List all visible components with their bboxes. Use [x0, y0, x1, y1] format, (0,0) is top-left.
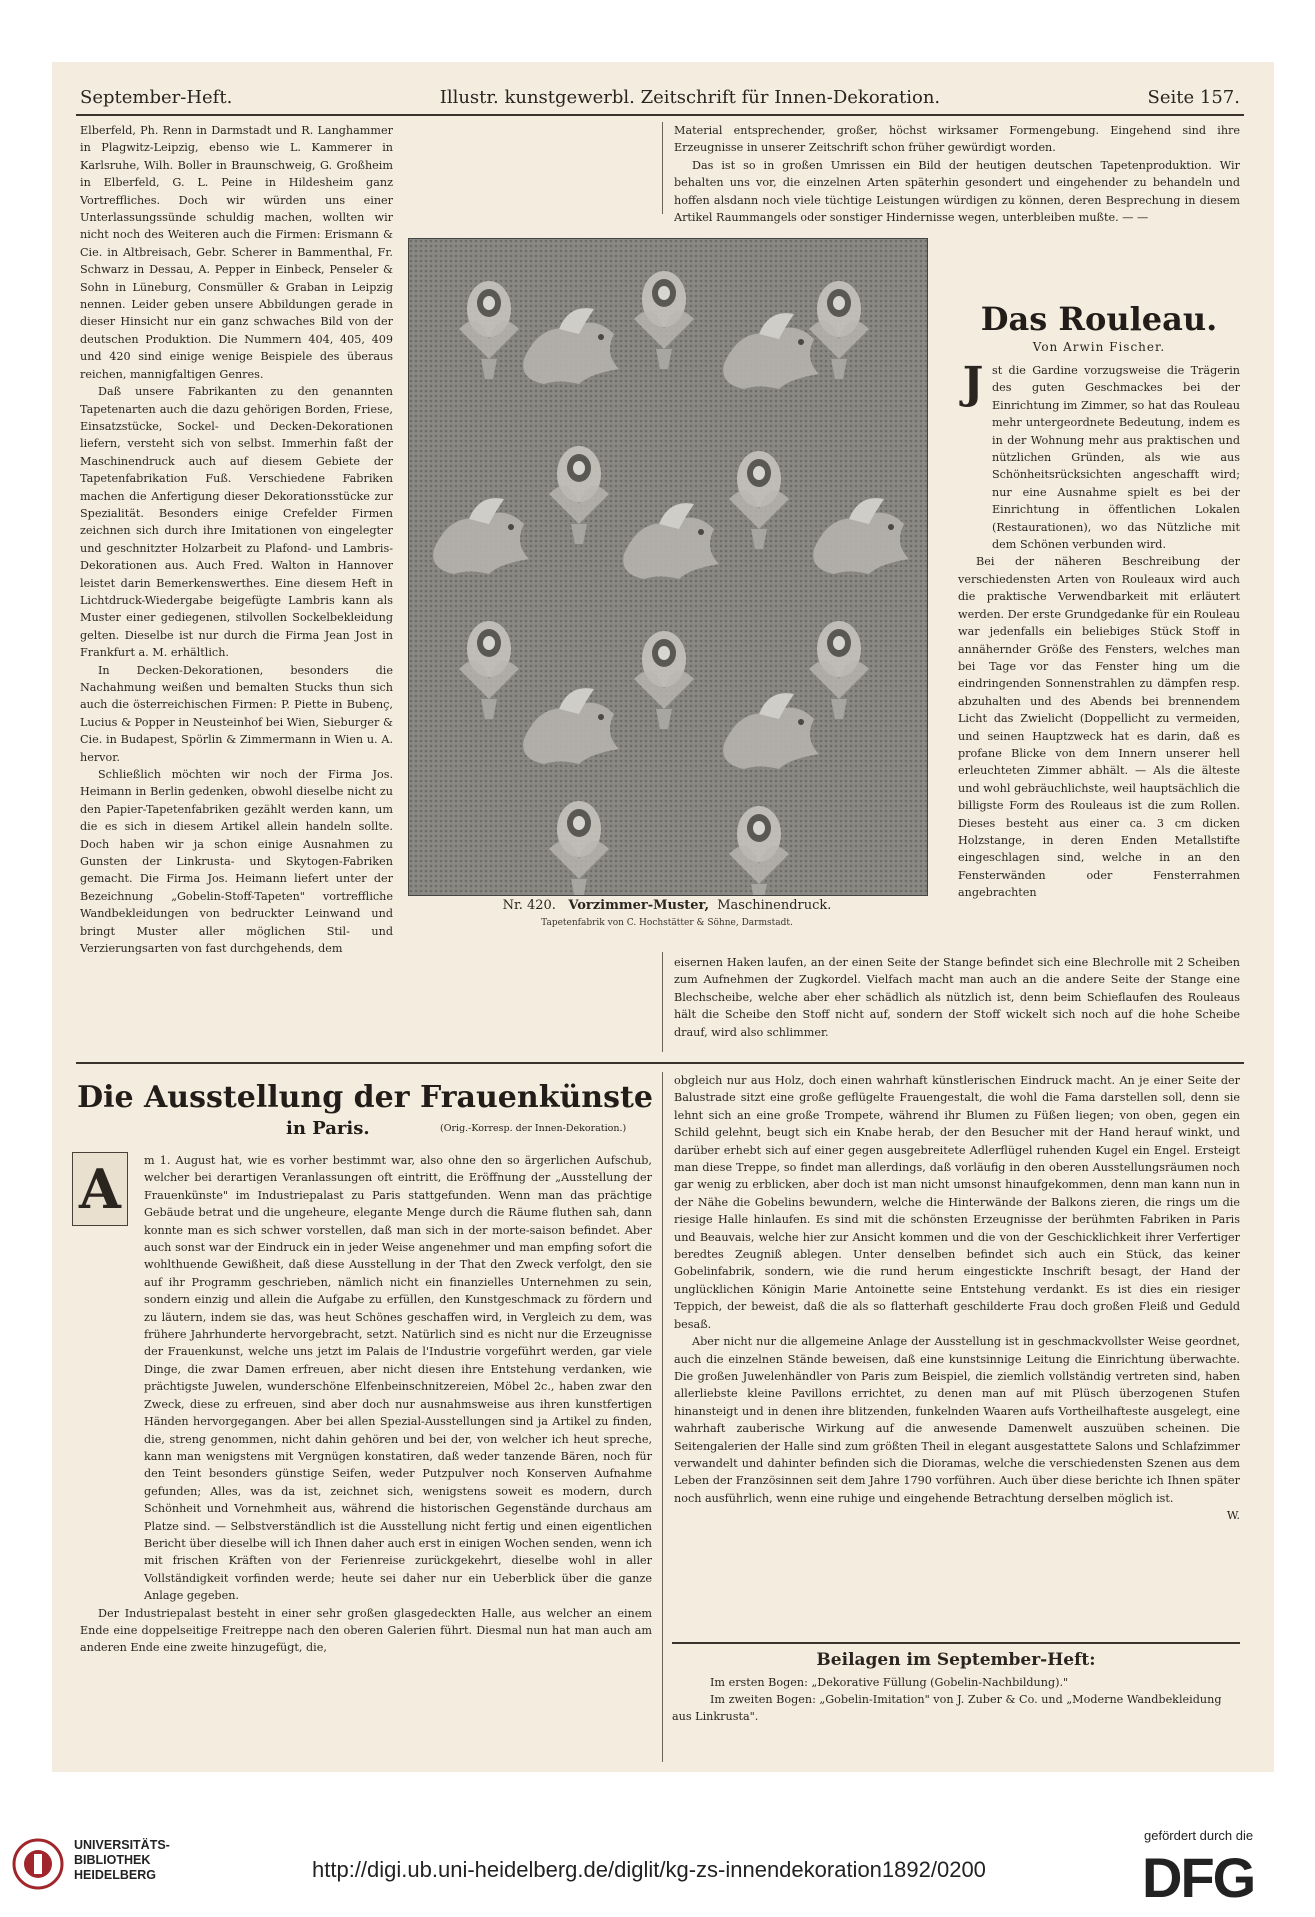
column-rule [662, 122, 663, 214]
paris-left-column [80, 1152, 652, 1762]
paragraph: st die Gardine vorzugsweise die Trägerin des guten Geschmackes bei der Einrichtung im Zimmer, so hat das Rouleau mehr untergeordnete Bedeutung, indem es in der Wohnung mehr aus praktischen und nützlichen Gründen, als wie aus Schönheitsrücksichten angeschafft wird; nur eine Ausnahme spielt es bei der Einrichtung in öffentlichen Lokalen (Restaurationen), wo das Nützliche mit dem Schönen verbunden wird. [992, 364, 1240, 552]
paragraph: Der Industriepalast besteht in einer sehr großen glasgedeckten Halle, aus welcher an einem Ende eine doppelseitige Freitreppe nach den oberen Galerien führt. Diesmal nun hat man auch am anderen Ende eine zweite hinzugefügt, die, [80, 1606, 652, 1655]
paragraph: Bei der näheren Beschreibung der verschiedensten Arten von Rouleaux wird auch die praktische Verwendbarkeit mit erläutert werden. Der erste Grundgedanke für ein Rouleau war jedenfalls ein beliebiges Stück Stoff in annähernder Größe des Fensters, welches man bei Tage vor das Fenster hing um die eindringenden Sonnenstrahlen zu dämpfen resp. abzuhalten und des Abends bei brennendem Licht das Zwielicht (Doppellicht zu vermeiden, und seinen Hauptzweck hat es darin, daß es profane Blicke von dem Innern unserer hell erleuchteten Zimmer abhält. — Als die älteste und wohl gebräuchlichste, weil hauptsächlich die billigste Form des Rouleaus ist die zum Rollen. Dieses besteht aus einer ca. 3 cm dicken Holzstange, in deren Enden Metallstifte eingeschlagen sind, welche in an den Fensterwänden oder Fensterrahmen angebrachten [958, 555, 1240, 900]
section-rule [76, 1062, 1244, 1064]
paris-subtitle-orig: (Orig.-Korresp. der Innen-Dekoration.) [440, 1123, 627, 1134]
caption-type: Maschinendruck. [717, 898, 832, 913]
university-seal-icon [12, 1838, 64, 1890]
footer-bar [0, 1778, 1315, 1917]
paris-right-column [674, 1072, 1240, 1628]
wallpaper-illustration [408, 238, 928, 896]
caption-title: Vorzimmer-Muster, [568, 898, 709, 913]
paragraph: Material entsprechender, großer, höchst wirksamer Formengebung. Eingehend sind ihre Erzeugnisse in unserer Zeitschrift schon früher gewürdigt worden. [674, 124, 1240, 155]
university-library-name [74, 1838, 170, 1883]
source-url-link[interactable]: http://digi.ub.uni-heidelberg.de/diglit/kg-zs-innendekoration1892/0200 [312, 1857, 986, 1882]
paris-subtitle-in: in Paris. [286, 1118, 370, 1139]
column-rule [662, 952, 663, 1052]
right-column-top-intro [958, 226, 1240, 296]
rouleau-byline: Von Arwin Fischer. [1032, 340, 1166, 354]
header-right: Seite 157. [1147, 86, 1240, 108]
figure-credit: Tapetenfabrik von C. Hochstätter & Söhne, Darmstadt. [541, 918, 793, 928]
paragraph: Daß unsere Fabrikanten zu den genannten Tapetenarten auch die dazu gehörigen Borden, Friese, Einsatzstücke, Sockel- und Decken-Dekorationen liefern, versteht sich von selbst. Immerhin faßt der Maschinendruck auch auf diesem Gebiete der Tapetenfabrikation Fuß. Verschiedene Fabriken machen die Anfertigung dieser Dekorationsstücke zur Spezialität. Besonders einige Crefelder Firmen zeichnen sich durch ihre Imitationen von eingelegter und geschnitzter Holzarbeit zu Plafond- und Lambris-Dekorationen aus. Auch Fred. Walton in Hannover leistet darin Bemerkenswerthes. Eine diesem Heft in Lichtdruck-Wiedergabe beigefügte Lambris kann als Muster einer gediegenen, stilvollen Sockelbekleidung gelten. Dieselbe ist nur durch die Firma Jean Jost in Frankfurt a. M. erhältlich. [80, 385, 393, 660]
left-column-top [80, 122, 393, 976]
figure-caption [452, 898, 882, 913]
damask-pattern-image [409, 239, 927, 895]
funded-by-text: gefördert durch die [1144, 1828, 1254, 1843]
rouleau-continuation [674, 954, 1240, 1054]
paragraph: m 1. August hat, wie es vorher bestimmt war, also ohne den so ärgerlichen Aufschub, welcher bei derartigen Veranlassungen oft eintritt, die Eröffnung der „Ausstellung der Frauenkünste" im Industriepalast zu Paris stattgefunden. Wenn man das prächtige Gebäude betrat und die ungeheure, elegante Menge durch die Räume fluthen sah, dann konnte man es sich schwer vorstellen, daß man sich in der morte-saison befindet. Aber auch sonst war der Eindruck ein in jeder Weise angenehmer und man empfing sofort die wohlthuende Gewißheit, daß diese Ausstellung in der That den Zweck verfolgt, den sie auf ihr Programm geschrieben, nämlich nicht ein finanzielles Unternehmen zu sein, sondern einzig und allein die Aufgabe zu erfüllen, den Kunstgeschmack zu fördern und zu läutern, indem sie das, was heut Schönes geschaffen wird, in Vergleich zu dem, was frühere Jahrhunderte hervorgebracht, setzt. Natürlich sind es nicht nur die Erzeugnisse der Frauenkunst, welche uns jetzt im Palais de l'Industrie vorgeführt werden, gar viele Dinge, die zwar Damen erfreuen, aber nicht diesen ihre Entstehung verdanken, wie prächtigste Juwelen, wunderschöne Elfenbeinschnitzereien, Möbel 2c., haben zwar den Zweck, diese zu erfreuen, sind aber doch nur ausnahmsweise aus ihren kunstfertigen Händen hervorgegangen. Aber bei allen Spezial-Ausstellungen sind ja Artikel zu finden, die, streng genommen, nicht dahin gehören und bei der, von welcher ich heut spreche, kann man wenigstens mit Vergnügen konstatiren, daß weder tanzende Bären, noch für den Teint besonders günstige Seifen, weder Putzpulver noch Konserven Aufnahme gefunden; Alles, was da ist, zeichnet sich, wenigstens soweit es modern, durch Schönheit und Vornehmheit aus, während die historischen Gegenstände durchaus am Platze sind. — Selbstverständlich ist die Ausstellung nicht fertig und einen eigentlichen Bericht über dieselbe will ich Ihnen daher auch erst in einigen Wochen senden, wenn ich mit frischen Kräften von der Ferienreise zurückgekehrt, dieselbe wohl in aller Vollständigkeit vorfinden werde; heute sei daher nur ein Ueberblick über die ganze Anlage gegeben. [144, 1154, 652, 1603]
paragraph: obgleich nur aus Holz, doch einen wahrhaft künstlerischen Eindruck macht. An je einer Seite der Balustrade sitzt eine große geflügelte Frauengestalt, die wohl die Fama darstellen soll, denn sie lehnt sich an eine große Trompete, während ihr Blumen zu Füßen liegen; von oben, gegen ein Schild gelehnt, beugt sich ein Knabe herab, der den Besucher mit der Hand herauf winkt, und darüber erhebt sich auf einer gegen ausgebreitete Adlerflügel ruhenden Kugel ein Engel. Ersteigt man diese Treppe, so findet man allerdings, daß vorläufig in den oberen Ausstellungsräumen noch gar wenig zu erblicken, aber doch ist man nicht umsonst hinaufgekommen, denn man kann nun in der Nähe die Gobelins bewundern, welche die Hinterwände der Balkons zieren, die rings um die riesige Halle hinlaufen. Es sind mit die schönsten Erzeugnisse der berühmten Fabriken in Paris und Beauvais, welche hier zur Ansicht kommen und die von der Geschicklichkeit ihrer Verfertiger beredtes Zeugniß ablegen. Unter denselben befindet sich auch ein Stück, das keiner Gobelinfabrik, sondern, wie die rund herum eingestickte Inschrift besagt, der Hand der unglücklichen Königin Marie Antoinette seine Entstehung verdankt. Es ist dies ein riesiger Teppich, der beweist, daß die als so flatterhaft geschilderte Frau doch großen Fleiß und Geduld besaß. [674, 1074, 1240, 1331]
article-title-paris: Die Ausstellung der Frauenkünste [77, 1080, 653, 1115]
caption-number: Nr. 420. [502, 898, 556, 913]
header-center: Illustr. kunstgewerbl. Zeitschrift für Innen-Dekoration. [439, 86, 941, 108]
rouleau-drop-cap: J [962, 358, 984, 409]
beilagen-rule-top [672, 1642, 1240, 1644]
uni-line: BIBLIOTHEK [74, 1853, 151, 1867]
uni-line: UNIVERSITÄTS- [74, 1838, 170, 1852]
signature: W. [1226, 1509, 1240, 1523]
header-left: September-Heft. [80, 86, 233, 108]
rouleau-column [958, 358, 1240, 976]
article-title-rouleau: Das Rouleau. [980, 300, 1218, 338]
paragraph: Schließlich möchten wir noch der Firma Jos. Heimann in Berlin gedenken, obwohl dieselbe nicht zu den Papier-Tapetenfabriken gezählt werden kann, um die es sich in diesem Artikel allein handeln sollte. Doch haben wir ja schon einige Ausnahmen zu Gunsten der Linkrusta- und Skytogen-Fabriken gemacht. Die Firma Jos. Heimann liefert unter der Bezeichnung „Gobelin-Stoff-Tapeten" vortreffliche Wandbekleidungen von bedruckter Leinwand und bringt Muster aller möglichen Stil- und Verzierungsarten von fast durchgehends, dem [80, 768, 393, 956]
paragraph: Das ist so in großen Umrissen ein Bild der heutigen deutschen Tapetenproduktion. Wir behalten uns vor, die einzelnen Arten späterhin gesondert und eingehender zu behandeln und hoffen alsdann noch viele tüchtige Leistungen würdigen zu können, deren Besprechung in diesem Artikel Raummangels oder sonstiger Hindernisse wegen, unterbleiben mußte. — — [674, 158, 1240, 225]
beilagen-title: Beilagen im September-Heft: [816, 1650, 1096, 1670]
beilagen-box [672, 1650, 1240, 1725]
paragraph: eisernen Haken laufen, an der einen Seite der Stange befindet sich eine Blechrolle mit 2 Scheiben zum Aufnehmen der Zugkordel. Vielfach macht man auch an die andere Seite der Stange eine Blechscheibe, welche aber eher schädlich als nützlich ist, denn beim Schieflaufen des Rouleaus hält die Scheibe den Stoff nicht auf, sondern der Stoff wickelt sich noch auf die hohe Scheibe drauf, wird also schlimmer. [674, 956, 1240, 1039]
paragraph: Elberfeld, Ph. Renn in Darmstadt und R. Langhammer in Plagwitz-Leipzig, ebenso wie L. Kammerer in Karlsruhe, Wilh. Boller in Braunschweig, G. Großheim in Elberfeld, G. L. Peine in Hildesheim ganz Vortreffliches. Doch wir würden uns einer Unterlassungssünde schuldig machen, wollten wir nicht noch des Weiteren auch die Firmen: Erismann & Cie. in Altbreisach, Gebr. Scherer in Bammenthal, Fr. Schwarz in Dessau, A. Pepper in Einbeck, Penseler & Sohn in Lüneburg, Consmüller & Graban in Leipzig nennen. Leider geben unsere Abbildungen gerade in dieser Hinsicht nur ein ganz schwaches Bild von der deutschen Produktion. Die Nummern 404, 405, 409 und 420 sind einige wenige Beispiele des überaus reichen, mannigfaltigen Genres. [80, 124, 393, 381]
paragraph: Aber nicht nur die allgemeine Anlage der Ausstellung ist in geschmackvollster Weise geordnet, auch die einzelnen Stände beweisen, daß eine kunstsinnige Leitung die Einrichtung überwachte. Die großen Juwelenhändler von Paris zum Beispiel, die ziemlich vollständig vertreten sind, haben allerliebste kleine Pavillons errichtet, zu denen man auf mit Plüsch überzogenen Stufen hinansteigt und in denen ihre blitzenden, funkelnden Waaren aufs Vortheilhafteste ausgelegt, eine wahrhaft zauberische Wirkung auf die anwesende Damenwelt auszuüben scheinen. Die Seitengalerien der Halle sind zum größten Theil in elegant ausgestattete Salons und Schlafzimmer verwandelt und dahinter befinden sich die Dioramas, welche die verschiedensten Szenen aus dem Leben der Französinnen seit dem Jahre 1790 vorführen. Auch über diese berichte ich Ihnen später noch ausführlich, wenn eine ruhige und eingehende Betrachtung derselben möglich ist. [674, 1335, 1240, 1505]
column-rule [662, 1072, 663, 1762]
dfg-logo: DFG [1142, 1846, 1255, 1909]
running-header [80, 82, 1240, 112]
beilagen-line: Im ersten Bogen: „Dekorative Füllung (Gobelin-Nachbildung)." [710, 1676, 1069, 1689]
paris-drop-cap: A [72, 1152, 128, 1226]
beilagen-line: Im zweiten Bogen: „Gobelin-Imitation" von J. Zuber & Co. und „Moderne Wandbekleidung aus Linkrusta". [672, 1693, 1222, 1723]
uni-line: HEIDELBERG [74, 1868, 156, 1882]
paragraph: In Decken-Dekorationen, besonders die Nachahmung weißen und bemalten Stucks thun sich auch die österreichischen Firmen: P. Piette in Bubenç, Lucius & Popper in Neusteinhof bei Wien, Sieburger & Cie. in Budapest, Spörlin & Zimmermann in Wien u. A. hervor. [80, 663, 393, 764]
header-rule [76, 114, 1244, 116]
